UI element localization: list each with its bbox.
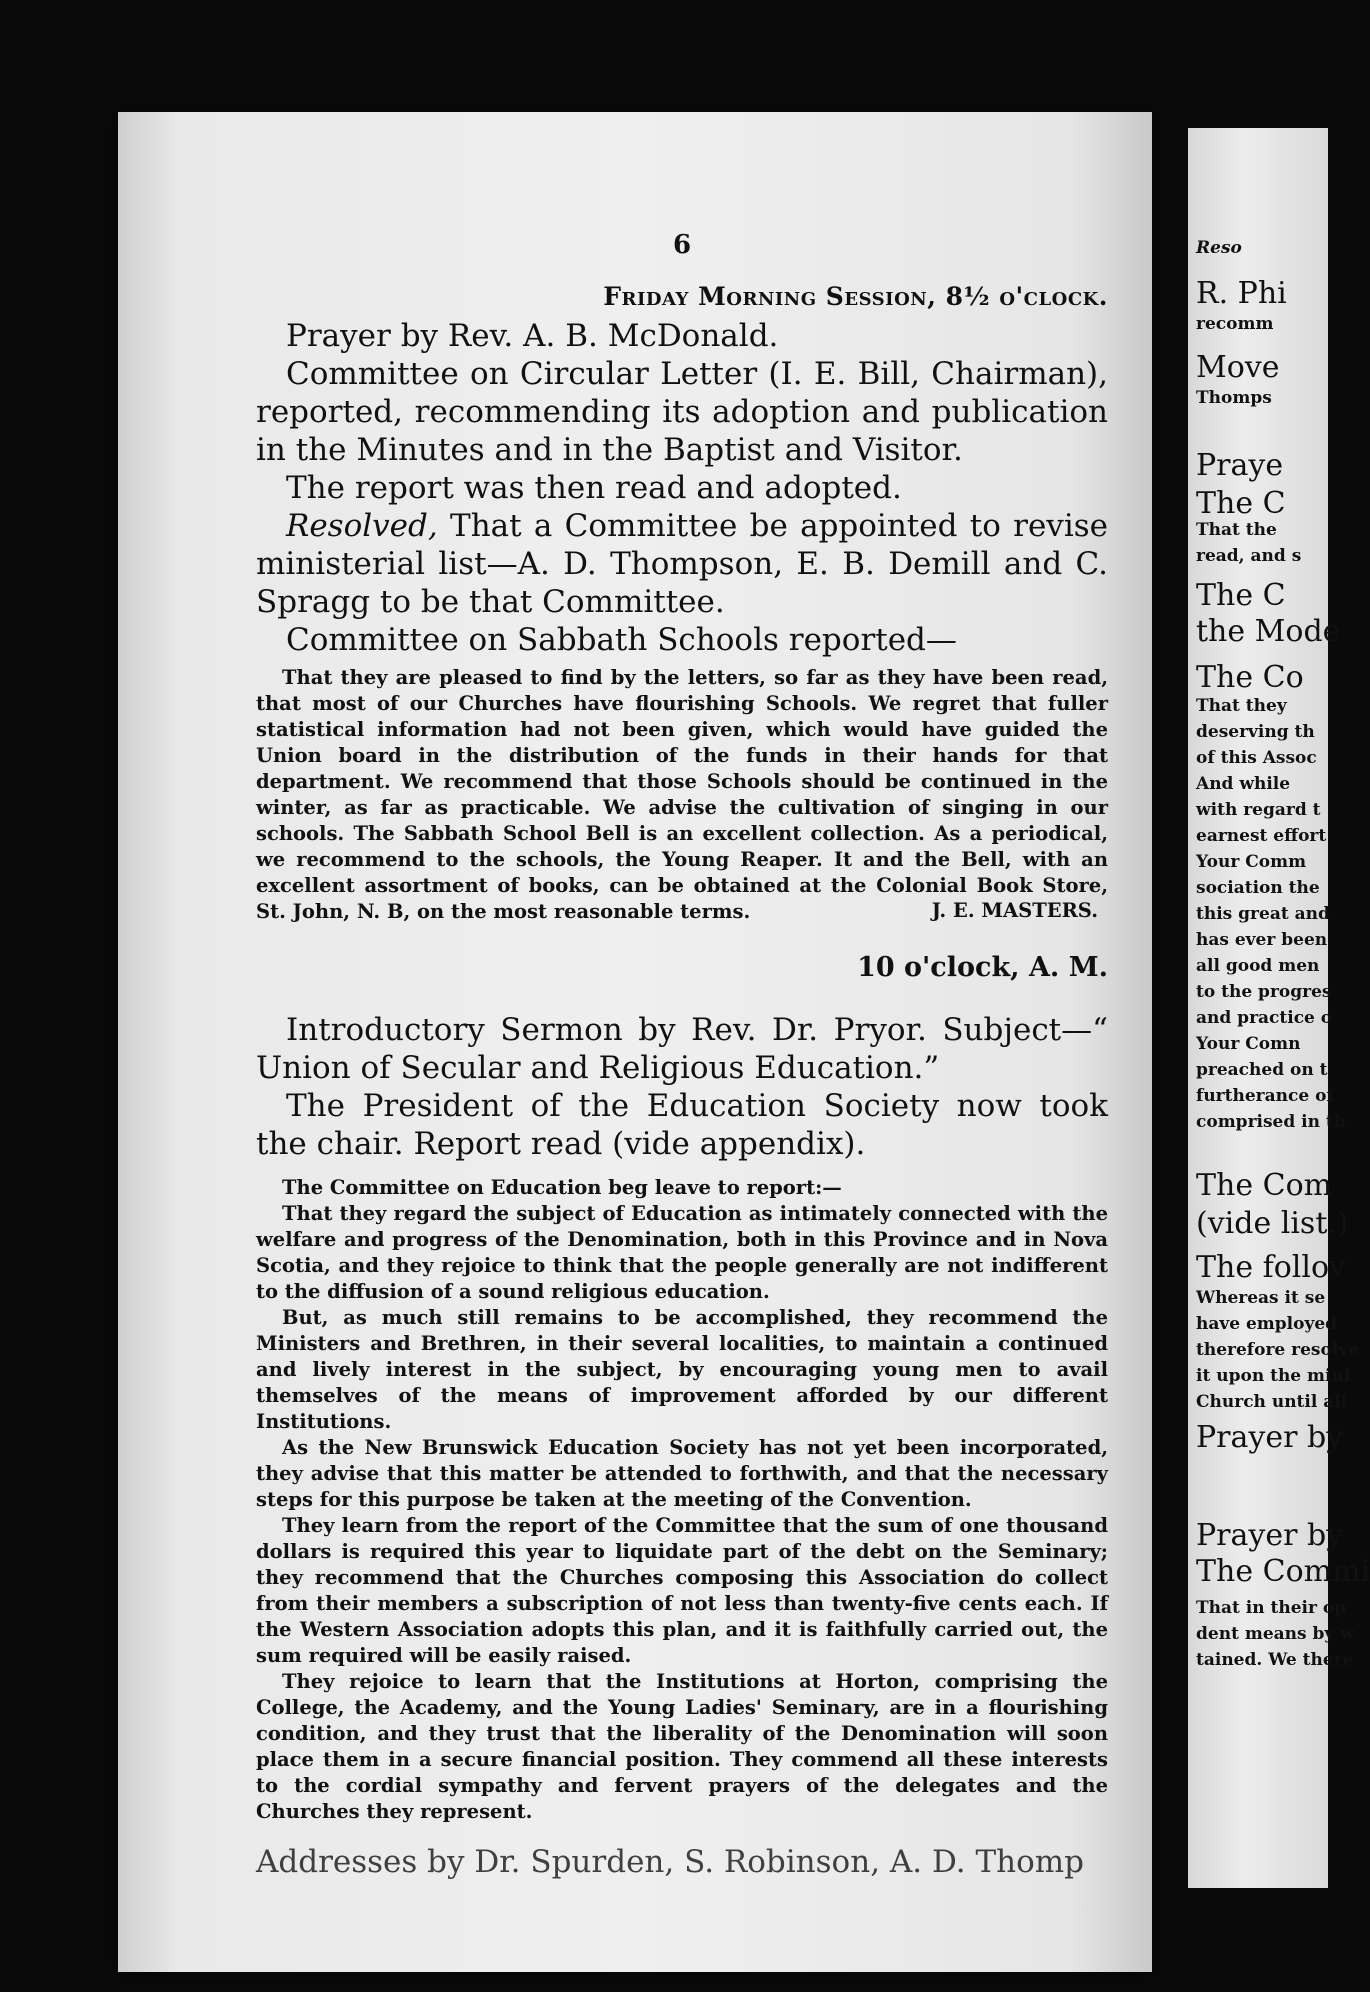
president-paragraph: The President of the Education Society now took the chair. Report read (vide appendix).: [256, 1088, 1108, 1162]
resolved-text: That a Committee be appointed to revise ministerial list—A. D. Thompson, E. B. Demill and C. Spragg to be that Committee.: [256, 508, 1108, 620]
adjacent-page-line: furtherance of: [1196, 1086, 1334, 1106]
adjacent-page-line: this great and: [1196, 904, 1330, 924]
education-report-paragraph: They rejoice to learn that the Institutions at Horton, comprising the College, the Academy, and the Young Ladies' Seminary, are in a flourishing condition, and they trust that the liberality of the Denomination will soon place them in a secure financial position. They commend all these interests to the cordial sympathy and fervent prayers of the delegates and the Churches they represent.: [256, 1670, 1108, 1823]
adjacent-page-line: Prayer by: [1196, 1518, 1344, 1553]
adjacent-page-line: The Co: [1196, 660, 1304, 695]
adjacent-page-line: dent means by w: [1196, 1624, 1355, 1644]
adjacent-page-line: The Commi: [1196, 1554, 1370, 1589]
page-number: 6: [672, 230, 692, 260]
education-report-paragraph: But, as much still remains to be accomplished, they recommend the Ministers and Brethren, in their several localities, to maintain a continued and lively interest in the subject, by encouraging young men to avail themselves of the means of improvement afforded by our different Institutions.: [256, 1306, 1108, 1433]
document-page: [118, 112, 1152, 1972]
adjacent-page-line: earnest effort: [1196, 826, 1327, 846]
page-content: [256, 230, 1108, 1881]
adjacent-page-fragment: [1188, 128, 1370, 1888]
adjacent-page-line: all good men: [1196, 956, 1320, 976]
prayer-paragraph: Prayer by Rev. A. B. McDonald.: [286, 318, 779, 354]
adjacent-page-line: And while: [1196, 774, 1291, 794]
adjacent-page-line: That the: [1196, 520, 1277, 540]
adjacent-page-line: recomm: [1196, 314, 1274, 334]
education-report-paragraph: That they regard the subject of Education as intimately connected with the welfare and progress of the Denomination, both in this Province and in Nova Scotia, and they rejoice to think that the people generally are not indifferent to the diffusion of a sound religious education.: [256, 1202, 1108, 1303]
adjacent-page-line: That they: [1196, 696, 1287, 716]
adjacent-page-line: The C: [1196, 486, 1286, 521]
adjacent-page-line: Reso: [1196, 238, 1242, 258]
circular-letter-paragraph: Committee on Circular Letter (I. E. Bill, Chairman), reported, recommending its adoption and publication in the Minutes and in the Baptist and Visitor.: [256, 356, 1108, 468]
adjacent-page-line: with regard t: [1196, 800, 1321, 820]
sabbath-signature: J. E. MASTERS.: [931, 899, 1098, 922]
adjacent-page-line: Church until all: [1196, 1392, 1348, 1412]
adjacent-page-line: preached on t: [1196, 1060, 1328, 1080]
adjacent-page-line: therefore resolve: [1196, 1340, 1359, 1360]
sabbath-report-text: That they are pleased to find by the letters, so far as they have been read, that most of our Churches have flourishing Schools. We regret that fuller statistical information had not been given, which would have guided the Union board in the distribution of the funds in their hands for that department. We recommend that those Schools should be continued in the winter, as far as practicable. We advise the cultivation of singing in our schools. The Sabbath School Bell is an excellent collection. As a periodical, we recommend to the schools, the Young Reaper. It and the Bell, with an excellent assortment of books, can be obtained at the Colonial Book Store, St. John, N. B, on the most reasonable terms.: [256, 666, 1108, 923]
adjacent-page-line: That in their op: [1196, 1598, 1347, 1618]
adjacent-page-line: deserving th: [1196, 722, 1315, 742]
sabbath-report-block: [256, 665, 1108, 922]
resolved-word: Resolved,: [286, 508, 438, 544]
adjacent-page-line: of this Assoc: [1196, 748, 1317, 768]
adjacent-page-line: R. Phi: [1196, 276, 1287, 311]
cutoff-line: Addresses by Dr. Spurden, S. Robinson, A. D. Thomp: [256, 1844, 1084, 1880]
adjacent-page-line: it upon the mini: [1196, 1366, 1351, 1386]
adjacent-page-line: have employed: [1196, 1314, 1338, 1334]
adjacent-page-line: read, and s: [1196, 546, 1302, 566]
adjacent-page-line: Your Comn: [1196, 1034, 1301, 1054]
adjacent-page-line: Whereas it se: [1196, 1288, 1326, 1308]
resolved-paragraph: [256, 507, 1108, 621]
adjacent-page-line: Your Comm: [1196, 852, 1307, 872]
adjacent-page-line: Thomps: [1196, 388, 1272, 408]
education-report-block: [256, 1175, 1108, 1825]
adjacent-page-line: Move: [1196, 350, 1280, 385]
session-header: Friday Morning Session, 8½ o'clock.: [603, 282, 1108, 311]
adjacent-page-line: The follov: [1196, 1250, 1346, 1285]
education-report-paragraph: As the New Brunswick Education Society has not yet been incorporated, they advise that this matter be attended to forthwith, and that the necessary steps for this purpose be taken at the meeting of the Convention.: [256, 1436, 1108, 1511]
adjacent-page-line: Praye: [1196, 448, 1284, 483]
sermon-paragraph: Introductory Sermon by Rev. Dr. Pryor. Subject—“ Union of Secular and Religious Education.”: [256, 1012, 1108, 1086]
adjacent-page-line: and practice o: [1196, 1008, 1333, 1028]
sabbath-intro-paragraph: Committee on Sabbath Schools reported—: [286, 622, 957, 658]
education-report-paragraph: The Committee on Education beg leave to report:—: [282, 1176, 842, 1199]
adjacent-page-line: to the progres: [1196, 982, 1332, 1002]
adjacent-page-line: The C: [1196, 578, 1286, 613]
report-adopted-paragraph: The report was then read and adopted.: [286, 470, 902, 506]
adjacent-page-line: tained. We there: [1196, 1650, 1354, 1670]
education-report-paragraph: They learn from the report of the Committee that the sum of one thousand dollars is required this year to liquidate part of the debt on the Seminary; they recommend that the Churches composing this Association do collect from their members a subscription of not less than twenty-five cents each. If the Western Association adopts this plan, and it is faithfully carried out, the sum required will be easily raised.: [256, 1514, 1108, 1667]
adjacent-page-line: Prayer by: [1196, 1420, 1344, 1455]
adjacent-page-line: (vide list.): [1196, 1206, 1349, 1241]
adjacent-page-line: has ever been: [1196, 930, 1328, 950]
time-header: 10 o'clock, A. M.: [857, 952, 1108, 983]
adjacent-page-line: the Mode: [1196, 614, 1341, 649]
adjacent-page-line: The Com: [1196, 1168, 1333, 1203]
adjacent-page-line: sociation the: [1196, 878, 1320, 898]
adjacent-page-line: comprised in th: [1196, 1112, 1347, 1132]
